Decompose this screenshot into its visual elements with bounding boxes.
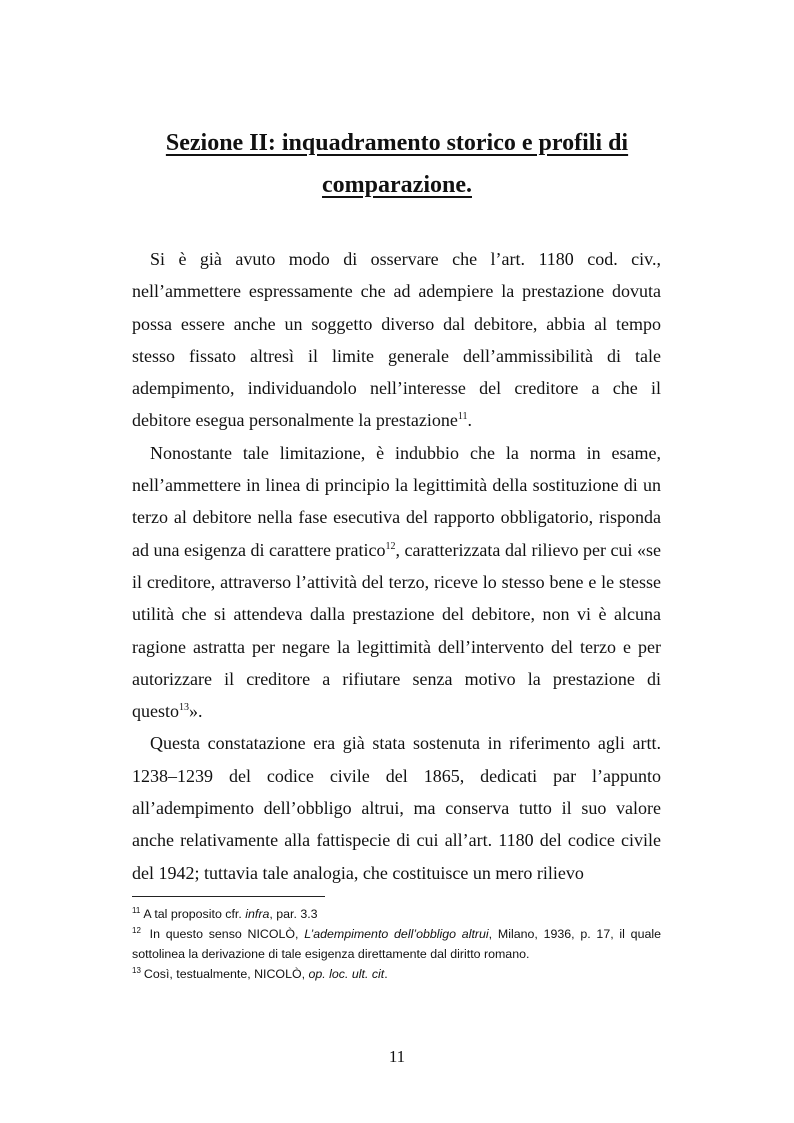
paragraph-2	[132, 437, 661, 728]
footnote-13	[132, 964, 661, 984]
footnote-text: , par. 3.3	[269, 907, 318, 921]
section-heading-line1: Sezione II: inquadramento storico e profili di	[165, 130, 629, 156]
page-number: 11	[388, 1047, 406, 1066]
footnote-emphasis: L’adempimento dell’obbligo altrui	[304, 927, 489, 941]
footnote-emphasis: infra	[245, 907, 270, 921]
paragraph-text: Si è già avuto modo di osservare che l’art. 1180 cod. civ., nell’ammettere espressamente che ad adempiere la prestazione dovuta possa essere anche un soggetto diverso dal debitore, abbia al tempo stesso fissato altresì il limite generale dell’ammissibilità di tale adempimento, individuandolo nell’interesse del creditore a che il debitore esegua personalmente la prestazione	[132, 249, 661, 431]
paragraph-text: Questa constatazione era già stata sostenuta in riferimento agli artt. 1238–1239 del codice civile del 1865, dedicati par l’appunto all’adempimento dell’obbligo altrui, ma conserva tutto il suo valore anche relativamente alla fattispecie di cui all’art. 1180 del codice civile del 1942; tuttavia tale analogia, che costituisce un mero rilievo	[132, 733, 661, 883]
footnote-text: A tal proposito cfr.	[143, 907, 246, 921]
paragraph-text: ».	[189, 701, 203, 722]
footnote-number: 13	[132, 966, 141, 975]
footnote-number: 11	[132, 906, 141, 915]
footnote-12	[132, 924, 661, 964]
paragraph-text: Nonostante tale limitazione, è indubbio che la norma in esame, nell’ammettere in linea di principio la legittimità della sostituzione di un terzo al debitore nella fase esecutiva del rapporto obbligatorio, risponda ad una esigenza di carattere pratico	[132, 442, 661, 560]
footnote-ref: 13	[179, 702, 189, 714]
footnote-ref: 12	[385, 540, 396, 552]
footnote-text: Così, testualmente, NICOLÒ,	[143, 967, 309, 981]
footnote-11	[132, 904, 661, 924]
footnote-ref: 11	[457, 411, 468, 423]
footnote-separator	[132, 896, 325, 897]
paragraph-1	[132, 243, 661, 437]
footnote-text: , Milano, 1936, p. 17, il quale sottolinea la derivazione di tale esigenza direttamente dal diritto romano.	[132, 927, 661, 961]
section-heading-line2: comparazione.	[322, 172, 472, 198]
footnote-number: 12	[132, 926, 141, 935]
body-text	[132, 243, 661, 889]
footnote-text: In questo senso NICOLÒ,	[143, 927, 305, 941]
paragraph-text: .	[467, 410, 472, 431]
paragraph-text: , caratterizzata dal rilievo per cui «se il creditore, attraverso l’attività del terzo, riceve lo stesso bene e le stesse utilità che si attendeva dalla prestazione del debitore, non vi è alcuna ragione astratta per negare la legittimità dell’intervento del terzo e per autorizzare il creditore a rifiutare senza motivo la prestazione di questo	[132, 539, 661, 722]
paragraph-3	[132, 727, 661, 888]
footnotes	[132, 904, 661, 984]
footnote-text: .	[384, 967, 388, 981]
footnote-emphasis: op. loc. ult. cit	[308, 967, 385, 981]
